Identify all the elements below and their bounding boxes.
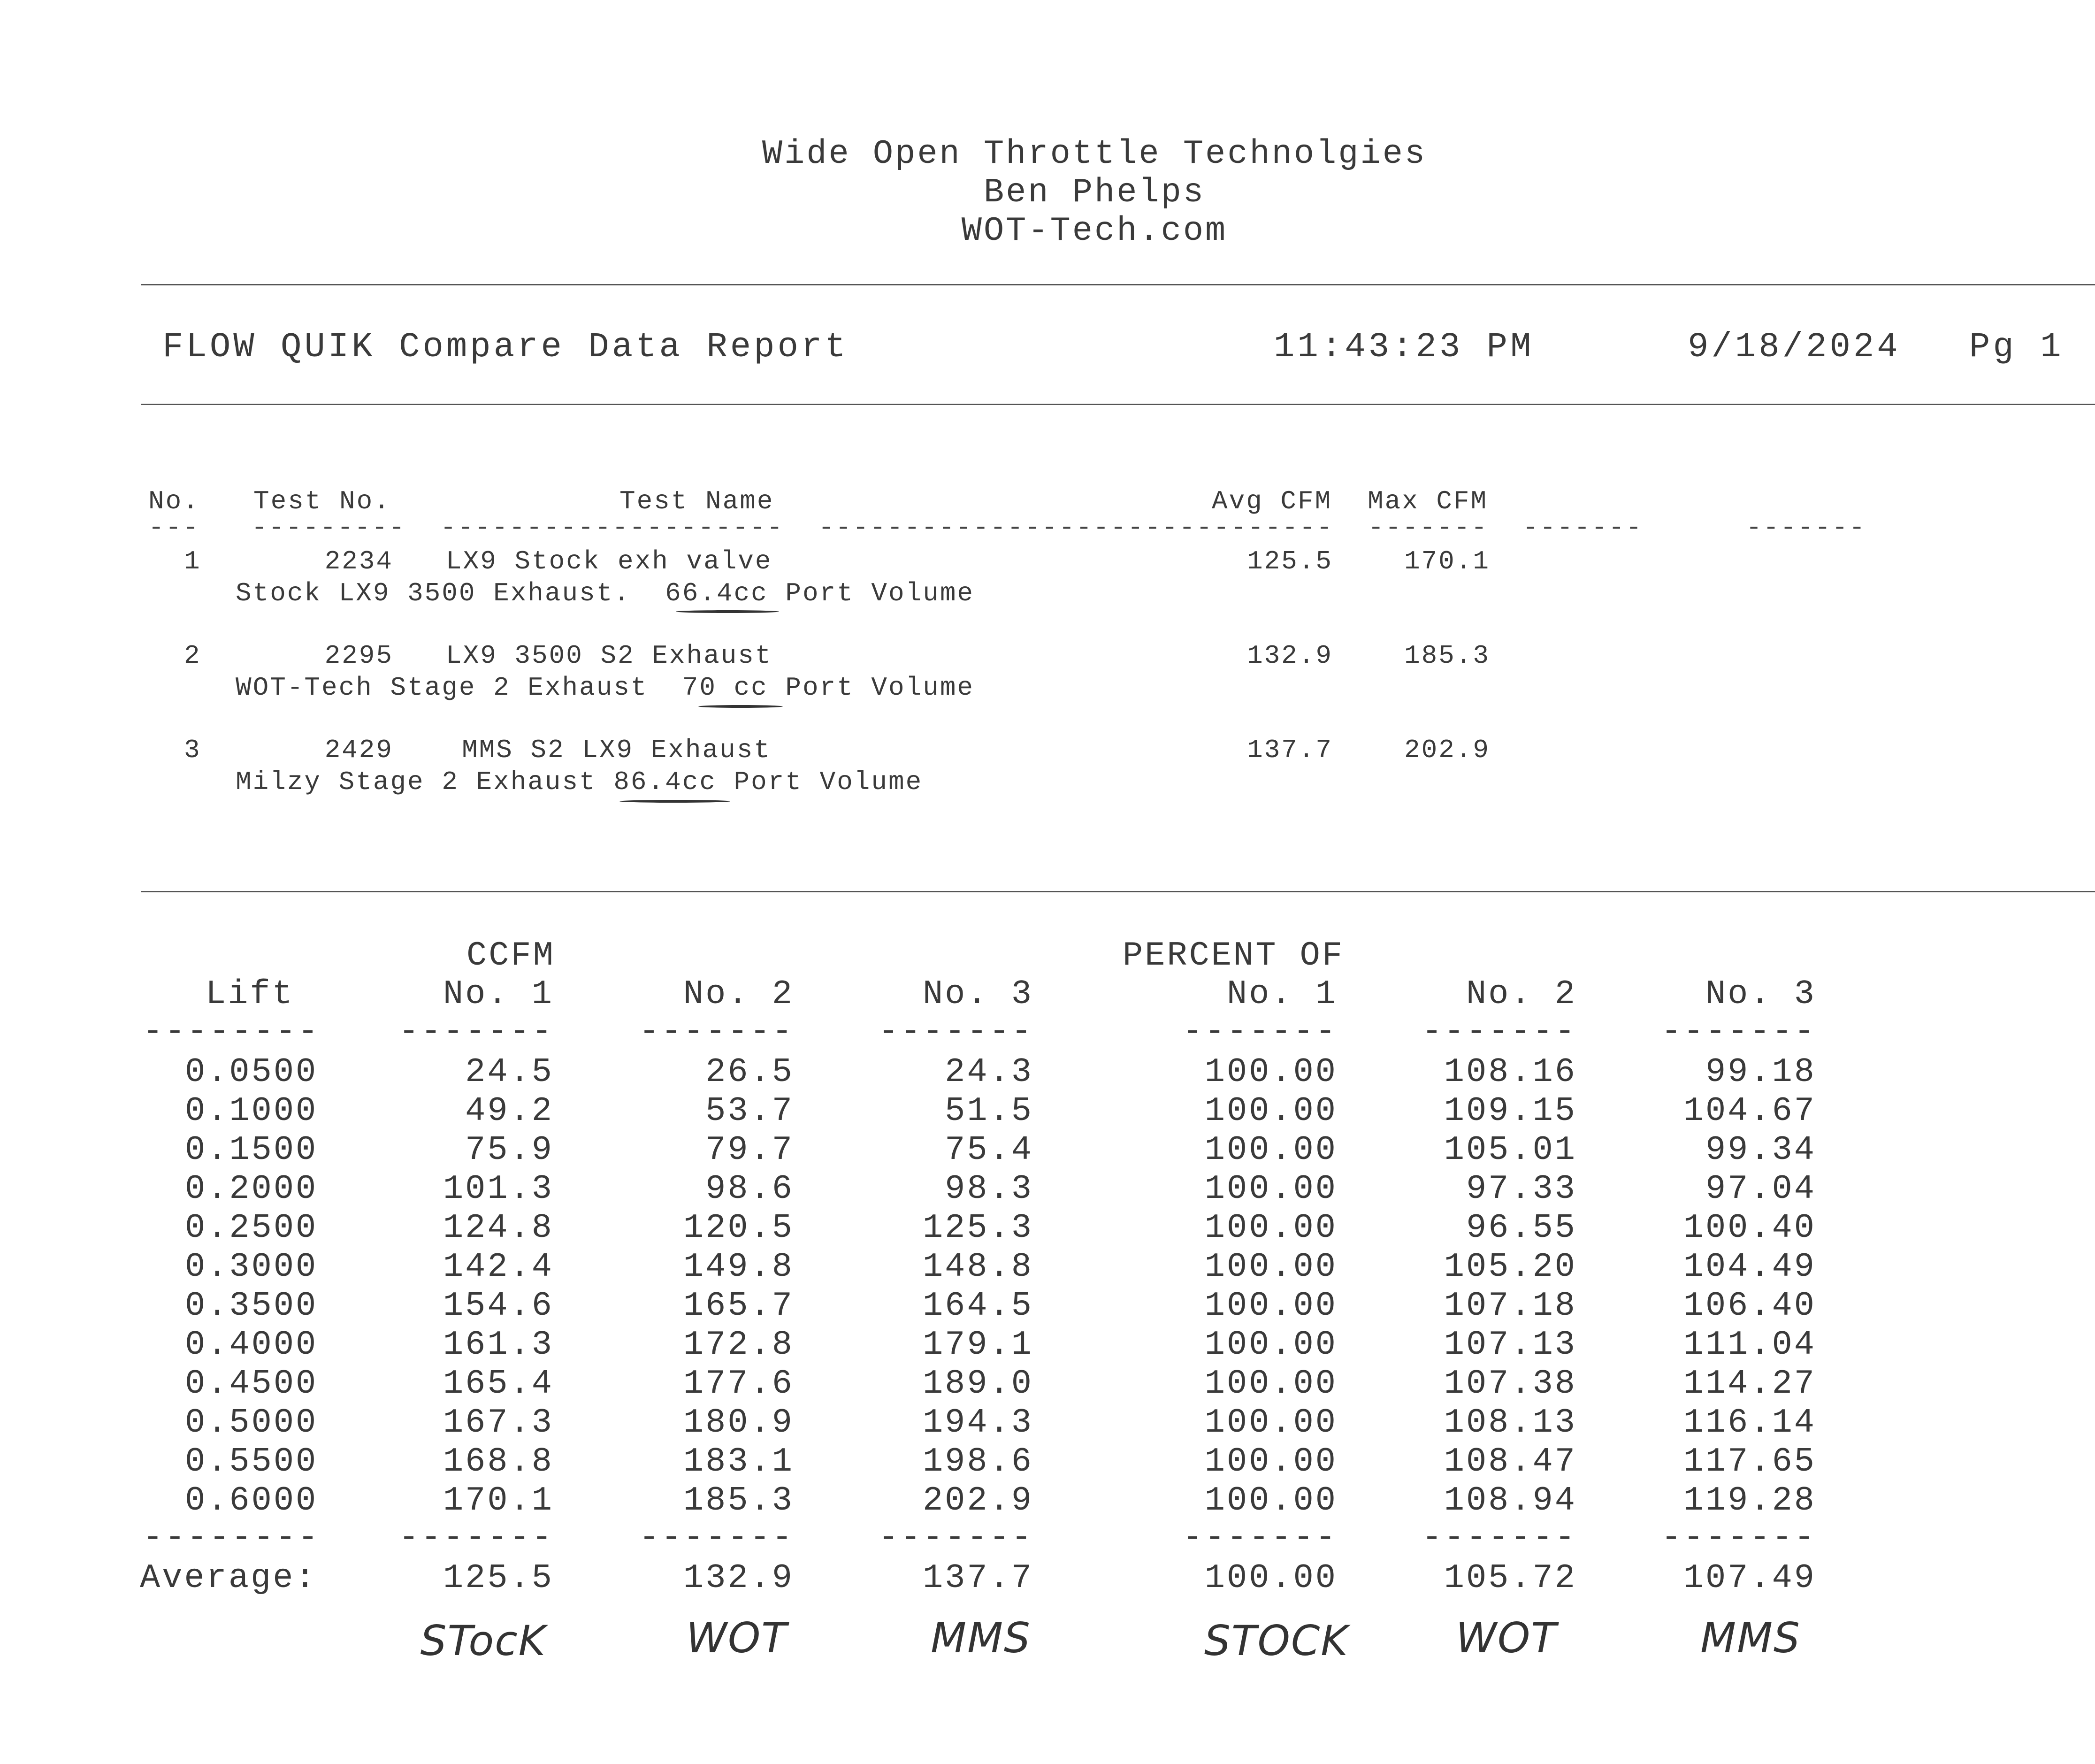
row-percent-no3-cell: 116.14 [1683, 1404, 1816, 1442]
row-percent-no2-cell: 108.94 [1444, 1481, 1577, 1520]
ccfm-no2-header-dashes: ------- [639, 1012, 794, 1051]
test-3-no: 3 [184, 735, 201, 765]
percent-no2-footer-dashes: ------- [1422, 1519, 1577, 1557]
ccfm-no1-header: No. 1 [443, 975, 554, 1013]
row-percent-no3-cell: 104.49 [1683, 1248, 1816, 1286]
average-ccfm-no2: 132.9 [683, 1559, 794, 1597]
row-percent-no1-cell: 100.00 [1204, 1131, 1338, 1169]
row-percent-no2-cell: 109.15 [1444, 1092, 1577, 1130]
row-ccfm-no2-cell: 53.7 [705, 1092, 794, 1130]
row-ccfm-no3-cell: 75.4 [945, 1131, 1033, 1169]
test-1-avg-cfm: 125.5 [1246, 546, 1333, 576]
row-ccfm-no3-cell: 148.8 [922, 1248, 1033, 1286]
row-lift-cell: 0.1500 [185, 1131, 318, 1169]
percent-no1-header-dashes: ------- [1182, 1012, 1338, 1051]
average-label: Average: [140, 1559, 317, 1597]
percent-no3-header-dashes: ------- [1661, 1012, 1816, 1051]
report-time: 11:43:23 PM [1274, 328, 1534, 367]
row-ccfm-no3-cell: 198.6 [922, 1442, 1033, 1481]
row-ccfm-no1-cell: 142.4 [443, 1248, 554, 1286]
test-1-volume-underline [676, 610, 779, 613]
test-2-avg-cfm: 132.9 [1246, 641, 1333, 671]
report-title: FLOW QUIK Compare Data Report [162, 328, 849, 367]
handwritten-ccfm-no3: MMS [931, 1614, 1031, 1662]
test-3-avg-cfm: 137.7 [1246, 735, 1333, 765]
row-ccfm-no2-cell: 120.5 [683, 1209, 794, 1247]
row-ccfm-no2-cell: 180.9 [683, 1404, 794, 1442]
row-ccfm-no1-cell: 165.4 [443, 1365, 554, 1403]
row-percent-no1-cell: 100.00 [1204, 1326, 1338, 1364]
row-percent-no3-cell: 99.18 [1705, 1053, 1816, 1091]
row-ccfm-no2-cell: 183.1 [683, 1442, 794, 1481]
average-ccfm-no1: 125.5 [443, 1559, 554, 1597]
company-name: Wide Open Throttle Technolgies [762, 135, 1427, 173]
tests-header-no: No. [148, 486, 200, 516]
row-lift-cell: 0.4000 [185, 1326, 318, 1364]
row-percent-no2-cell: 107.38 [1444, 1365, 1577, 1403]
row-percent-no2-cell: 108.13 [1444, 1404, 1577, 1442]
test-3-volume-underline [619, 800, 730, 803]
ccfm-no1-footer-dashes: ------- [398, 1519, 554, 1557]
row-ccfm-no2-cell: 98.6 [705, 1170, 794, 1208]
ccfm-no1-header-dashes: ------- [398, 1012, 554, 1051]
row-ccfm-no1-cell: 24.5 [465, 1053, 554, 1091]
row-percent-no1-cell: 100.00 [1204, 1092, 1338, 1130]
row-percent-no3-cell: 104.67 [1683, 1092, 1816, 1130]
row-percent-no1-cell: 100.00 [1204, 1170, 1338, 1208]
row-percent-no2-cell: 107.13 [1444, 1326, 1577, 1364]
test-2-name: LX9 3500 S2 Exhaust [446, 641, 772, 671]
header-rule-bottom [141, 404, 2095, 405]
row-ccfm-no1-cell: 101.3 [443, 1170, 554, 1208]
row-ccfm-no1-cell: 154.6 [443, 1287, 554, 1325]
tests-header-separator: --- --------- -------------------- ------------------------------ ------- ------- ------- [148, 513, 1866, 543]
ccfm-no2-header: No. 2 [683, 975, 794, 1013]
company-website: WOT-Tech.com [961, 212, 1228, 250]
ccfm-no3-footer-dashes: ------- [878, 1519, 1033, 1557]
row-percent-no3-cell: 100.40 [1683, 1209, 1816, 1247]
company-person: Ben Phelps [983, 173, 1206, 212]
row-ccfm-no1-cell: 75.9 [465, 1131, 554, 1169]
row-ccfm-no3-cell: 164.5 [922, 1287, 1033, 1325]
row-percent-no1-cell: 100.00 [1204, 1365, 1338, 1403]
handwritten-percent-no1: STOCK [1204, 1617, 1349, 1665]
ccfm-no3-header-dashes: ------- [878, 1012, 1033, 1051]
row-ccfm-no2-cell: 79.7 [705, 1131, 794, 1169]
row-ccfm-no1-cell: 124.8 [443, 1209, 554, 1247]
row-lift-cell: 0.1000 [185, 1092, 318, 1130]
lift-footer-dashes: -------- [143, 1519, 320, 1557]
row-ccfm-no3-cell: 24.3 [945, 1053, 1033, 1091]
test-1-description: Stock LX9 3500 Exhaust. 66.4cc Port Volume [236, 578, 975, 608]
row-percent-no1-cell: 100.00 [1204, 1442, 1338, 1481]
average-percent-no2: 105.72 [1444, 1559, 1577, 1597]
row-percent-no2-cell: 108.16 [1444, 1053, 1577, 1091]
row-ccfm-no3-cell: 202.9 [922, 1481, 1033, 1520]
row-percent-no3-cell: 97.04 [1705, 1170, 1816, 1208]
row-lift-cell: 0.5000 [185, 1404, 318, 1442]
row-ccfm-no2-cell: 185.3 [683, 1481, 794, 1520]
average-ccfm-no3: 137.7 [922, 1559, 1033, 1597]
row-percent-no3-cell: 111.04 [1683, 1326, 1816, 1364]
percent-no3-footer-dashes: ------- [1661, 1519, 1816, 1557]
lift-header-dashes: -------- [143, 1012, 320, 1051]
percent-no3-header: No. 3 [1705, 975, 1816, 1013]
test-3-test-no: 2429 [324, 735, 393, 765]
row-lift-cell: 0.2000 [185, 1170, 318, 1208]
row-lift-cell: 0.3000 [185, 1248, 318, 1286]
test-3-max-cfm: 202.9 [1404, 735, 1490, 765]
tests-header-max-cfm: Max CFM [1368, 486, 1488, 516]
row-ccfm-no1-cell: 161.3 [443, 1326, 554, 1364]
row-ccfm-no1-cell: 167.3 [443, 1404, 554, 1442]
test-2-no: 2 [184, 641, 201, 671]
test-2-test-no: 2295 [324, 641, 393, 671]
handwritten-ccfm-no1: STocK [420, 1617, 547, 1665]
row-percent-no3-cell: 99.34 [1705, 1131, 1816, 1169]
ccfm-no3-header: No. 3 [922, 975, 1033, 1013]
test-1-max-cfm: 170.1 [1404, 546, 1490, 576]
row-ccfm-no3-cell: 189.0 [922, 1365, 1033, 1403]
lift-header: Lift [206, 975, 294, 1013]
row-percent-no3-cell: 119.28 [1683, 1481, 1816, 1520]
row-percent-no3-cell: 114.27 [1683, 1365, 1816, 1403]
row-ccfm-no3-cell: 194.3 [922, 1404, 1033, 1442]
percent-no1-footer-dashes: ------- [1182, 1519, 1338, 1557]
row-ccfm-no1-cell: 170.1 [443, 1481, 554, 1520]
test-1-no: 1 [184, 546, 201, 576]
average-percent-no1: 100.00 [1204, 1559, 1338, 1597]
tests-header-test-name: Test Name [619, 486, 774, 516]
row-percent-no2-cell: 105.20 [1444, 1248, 1577, 1286]
row-lift-cell: 0.3500 [185, 1287, 318, 1325]
row-ccfm-no1-cell: 168.8 [443, 1442, 554, 1481]
row-percent-no1-cell: 100.00 [1204, 1481, 1338, 1520]
percent-no1-header: No. 1 [1226, 975, 1338, 1013]
test-3-name: MMS S2 LX9 Exhaust [462, 735, 771, 765]
row-percent-no2-cell: 97.33 [1466, 1170, 1577, 1208]
handwritten-percent-no3: MMS [1700, 1614, 1801, 1662]
row-ccfm-no2-cell: 177.6 [683, 1365, 794, 1403]
row-percent-no1-cell: 100.00 [1204, 1248, 1338, 1286]
row-ccfm-no3-cell: 98.3 [945, 1170, 1033, 1208]
report-page: Pg 1 [1969, 328, 2064, 367]
test-2-description: WOT-Tech Stage 2 Exhaust 70 cc Port Volume [236, 673, 975, 703]
test-2-volume-underline [698, 705, 783, 708]
report-date: 9/18/2024 [1688, 328, 1901, 367]
test-3-description: Milzy Stage 2 Exhaust 86.4cc Port Volume [236, 767, 923, 797]
row-ccfm-no2-cell: 165.7 [683, 1287, 794, 1325]
row-percent-no1-cell: 100.00 [1204, 1287, 1338, 1325]
handwritten-percent-no2: WOT [1455, 1614, 1558, 1662]
row-ccfm-no2-cell: 26.5 [705, 1053, 794, 1091]
test-1-name: LX9 Stock exh valve [446, 546, 772, 576]
ccfm-no2-footer-dashes: ------- [639, 1519, 794, 1557]
percent-no2-header-dashes: ------- [1422, 1012, 1577, 1051]
row-ccfm-no3-cell: 179.1 [922, 1326, 1033, 1364]
row-ccfm-no2-cell: 149.8 [683, 1248, 794, 1286]
test-2-max-cfm: 185.3 [1404, 641, 1490, 671]
row-lift-cell: 0.4500 [185, 1365, 318, 1403]
handwritten-ccfm-no2: WOT [686, 1614, 788, 1662]
average-percent-no3: 107.49 [1683, 1559, 1816, 1597]
row-percent-no3-cell: 106.40 [1683, 1287, 1816, 1325]
header-rule-top [141, 284, 2095, 285]
row-percent-no1-cell: 100.00 [1204, 1053, 1338, 1091]
row-percent-no2-cell: 96.55 [1466, 1209, 1577, 1247]
row-percent-no2-cell: 108.47 [1444, 1442, 1577, 1481]
percent-no2-header: No. 2 [1466, 975, 1577, 1013]
percent-of-header: PERCENT OF [1123, 936, 1345, 975]
row-ccfm-no2-cell: 172.8 [683, 1326, 794, 1364]
row-percent-no1-cell: 100.00 [1204, 1209, 1338, 1247]
tests-header-test-no: Test No. [253, 486, 391, 516]
test-1-test-no: 2234 [324, 546, 393, 576]
row-ccfm-no3-cell: 125.3 [922, 1209, 1033, 1247]
tests-header-avg-cfm: Avg CFM [1212, 486, 1332, 516]
row-percent-no2-cell: 105.01 [1444, 1131, 1577, 1169]
row-percent-no2-cell: 107.18 [1444, 1287, 1577, 1325]
row-lift-cell: 0.0500 [185, 1053, 318, 1091]
section-rule [141, 891, 2095, 892]
row-percent-no3-cell: 117.65 [1683, 1442, 1816, 1481]
row-ccfm-no1-cell: 49.2 [465, 1092, 554, 1130]
row-ccfm-no3-cell: 51.5 [945, 1092, 1033, 1130]
row-lift-cell: 0.2500 [185, 1209, 318, 1247]
row-lift-cell: 0.5500 [185, 1442, 318, 1481]
ccfm-header: CCFM [466, 936, 555, 975]
row-lift-cell: 0.6000 [185, 1481, 318, 1520]
row-percent-no1-cell: 100.00 [1204, 1404, 1338, 1442]
